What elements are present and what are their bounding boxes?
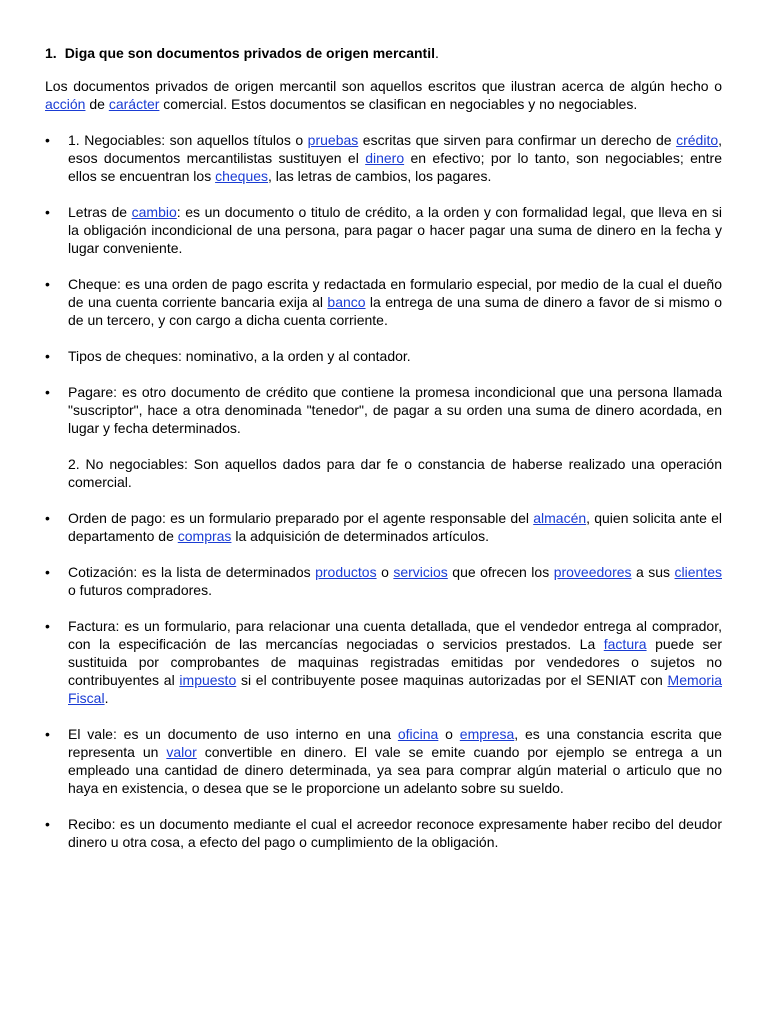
intro-paragraph: Los documentos privados de origen mercantil son aquellos escritos que ilustran acerca de algún hecho o acción de carácter comercial. Estos documentos se clasifican en negociables y no negociables. [45,78,722,112]
no-negociables-list [45,509,722,851]
link-caracter[interactable]: carácter [108,96,160,112]
heading-period: . [434,45,439,61]
list-item-negociables: • 1. Negociables: son aquellos títulos o pruebas escritas que sirven para confirmar un derecho de crédito, esos documentos mercantilistas sustituyen el dinero en efectivo; por lo tanto, son negociables; entre ellos se encuentran los cheques, las letras de cambios, los pagares. [45,131,722,185]
list-item-letras-de-cambio: • Letras de cambio: es un documento o titulo de crédito, a la orden y con formalidad legal, que lleva en si la obligación incondicional de una persona, para pagar o hacer pagar una suma de dinero en la fecha y lugar conveniente. [45,203,722,257]
heading-number: 1. [45,45,57,61]
link-almacen[interactable]: almacén [533,510,587,526]
list-item-orden-de-pago: • Orden de pago: es un formulario preparado por el agente responsable del almacén, quien solicita ante el departamento de compras la adquisición de determinados artículos. [45,509,722,545]
link-servicios[interactable]: servicios [393,564,448,580]
list-item-recibo: • Recibo: es un documento mediante el cual el acreedor reconoce expresamente haber recibo del deudor dinero u otra cosa, a efecto del pago o cumplimiento de la obligación. [45,815,722,851]
link-proveedores[interactable]: proveedores [553,564,632,580]
link-valor[interactable]: valor [166,744,197,760]
link-banco[interactable]: banco [327,294,366,310]
link-dinero[interactable]: dinero [365,150,405,166]
link-clientes[interactable]: clientes [674,564,722,580]
link-credito[interactable]: crédito [676,132,719,148]
link-factura[interactable]: factura [603,636,647,652]
link-impuesto[interactable]: impuesto [179,672,237,688]
link-empresa[interactable]: empresa [459,726,515,742]
link-oficina[interactable]: oficina [397,726,439,742]
link-fiscal[interactable]: Fiscal [68,690,105,706]
link-cheques[interactable]: cheques [215,168,269,184]
link-productos[interactable]: productos [315,564,377,580]
negociables-list [45,131,722,437]
section-heading [45,44,722,62]
link-accion[interactable]: acción [45,96,86,112]
heading-text: Diga que son documentos privados de origen mercantil [64,45,435,61]
no-negociables-paragraph: 2. No negociables: Son aquellos dados para dar fe o constancia de haberse realizado una operación comercial. [68,456,722,490]
link-cambio[interactable]: cambio [131,204,177,220]
list-item-tipos-de-cheques: • Tipos de cheques: nominativo, a la orden y al contador. [45,347,722,365]
list-item-cotizacion: • Cotización: es la lista de determinados productos o servicios que ofrecen los proveedores a sus clientes o futuros compradores. [45,563,722,599]
list-item-pagare: • Pagare: es otro documento de crédito que contiene la promesa incondicional que una persona llamada "suscriptor", hace a otra denominada "tenedor", de pagar a su orden una suma de dinero acordada, en lugar y fecha determinados. [45,383,722,437]
link-compras[interactable]: compras [177,528,232,544]
list-item-vale: • El vale: es un documento de uso interno en una oficina o empresa, es una constancia escrita que representa un valor convertible en dinero. El vale se emite cuando por ejemplo se entrega a un empleado una cantidad de dinero determinada, ya sea para comprar algún material o articulo que no haya en existencia, o desea que se le proporcione un adelanto sobre su sueldo. [45,725,722,797]
list-item-cheque: • Cheque: es una orden de pago escrita y redactada en formulario especial, por medio de la cual el dueño de una cuenta corriente bancaria exija al banco la entrega de una suma de dinero a favor de si mismo o de un tercero, y con cargo a dicha cuenta corriente. [45,275,722,329]
list-item-factura: • Factura: es un formulario, para relacionar una cuenta detallada, que el vendedor entrega al comprador, con la especificación de las mercancías negociadas o servicios prestados. La factura puede ser sustituida por comprobantes de maquinas registradas emitidas por vendedores o sujetos no contribuyentes al impuesto si el contribuyente posee maquinas autorizadas por el SENIAT con Memoria Fiscal. [45,617,722,707]
link-memoria[interactable]: Memoria [667,672,722,688]
link-pruebas[interactable]: pruebas [307,132,359,148]
